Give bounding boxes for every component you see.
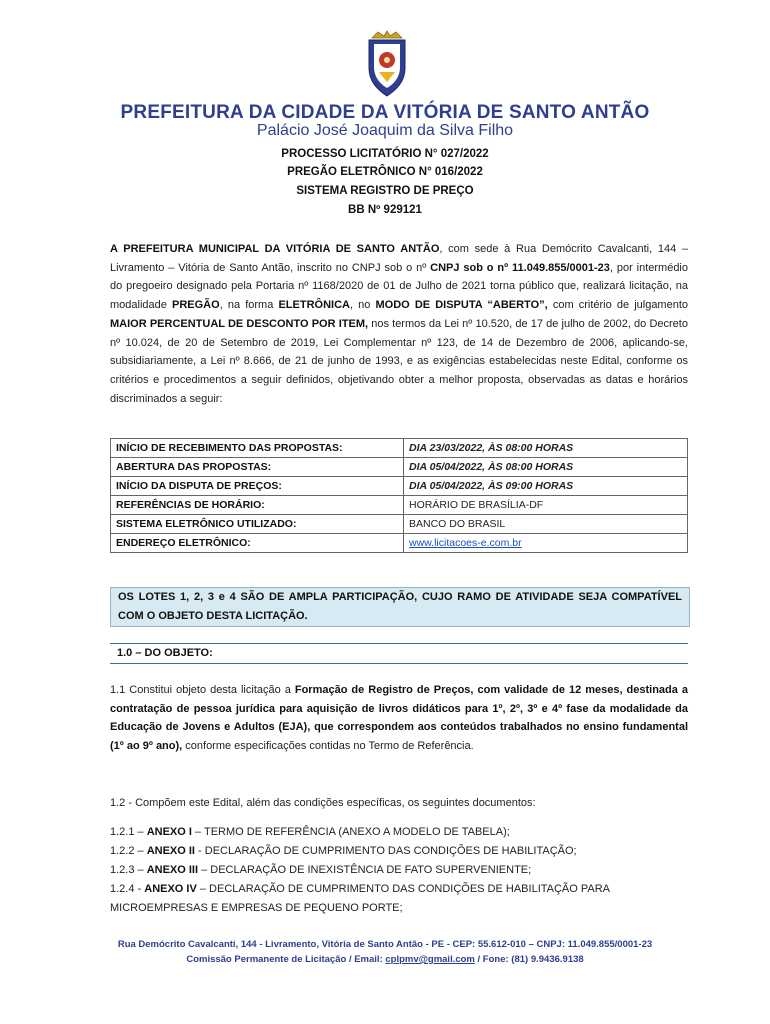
- schedule-table: [110, 438, 688, 553]
- object-description: Formação de Registro de Preços, com validade de 12 meses, destinada a contratação de pessoa jurídica para aquisição de livros didáticos para 1º, 2º, 3º e 4º fase da modalidade da Educação de Jovens e Adultos (EJA), que correspondem aos conteúdos trabalhados no ensino fundamental (1º ao 9º ano),: [110, 684, 688, 753]
- schedule-value: BANCO DO BRASIL: [404, 515, 688, 534]
- schedule-label: INÍCIO DE RECEBIMENTO DAS PROPOSTAS:: [111, 439, 404, 458]
- intro-entity: A PREFEITURA MUNICIPAL DA VITÓRIA DE SANTO ANTÃO: [110, 243, 440, 255]
- docs-intro: 1.2 - Compõem este Edital, além das condições específicas, os seguintes documentos:: [110, 797, 536, 809]
- object-text-1: 1.1 Constitui objeto desta licitação a: [110, 684, 295, 696]
- intro-paragraph: [110, 240, 688, 408]
- pregao-number: PREGÃO ELETRÔNICO N° 016/2022: [287, 166, 483, 178]
- intro-text-5: com critério de julgamento: [547, 299, 689, 312]
- institution-name: PREFEITURA DA CIDADE DA VITÓRIA DE SANTO ANTÃO: [120, 102, 650, 123]
- schedule-label: SISTEMA ELETRÔNICO UTILIZADO:: [111, 515, 404, 534]
- intro-criterion: MAIOR PERCENTUAL DE DESCONTO POR ITEM,: [110, 317, 369, 330]
- table-row: [111, 515, 688, 534]
- schedule-label: ENDEREÇO ELETRÔNICO:: [111, 534, 404, 553]
- table-row: [111, 534, 688, 553]
- annex-number: 1.2.2 –: [110, 845, 147, 857]
- annex-number: 1.2.3 –: [110, 864, 147, 876]
- schedule-value: DIA 05/04/2022, ÀS 08:00 HORAS: [404, 458, 688, 477]
- schedule-value: [404, 534, 688, 553]
- palace-name: Palácio José Joaquim da Silva Filho: [256, 122, 514, 139]
- licitacoes-link[interactable]: www.licitacoes-e.com.br: [409, 537, 522, 549]
- annex-item: [110, 823, 688, 841]
- annex-name: ANEXO IV: [144, 883, 197, 895]
- schedule-label: REFERÊNCIAS DE HORÁRIO:: [111, 496, 404, 515]
- object-paragraph: [110, 681, 688, 756]
- intro-cnpj: CNPJ sob o nº 11.049.855/0001-23: [430, 261, 610, 274]
- annex-name: ANEXO III: [146, 864, 199, 876]
- annex-item: [110, 861, 688, 879]
- intro-text-3: , na forma: [219, 299, 279, 312]
- schedule-value: HORÁRIO DE BRASÍLIA-DF: [404, 496, 688, 515]
- schedule-value: DIA 05/04/2022, ÀS 09:00 HORAS: [404, 477, 688, 496]
- footer-email-link[interactable]: cplpmv@gmail.com: [385, 954, 475, 965]
- intro-text-4: , no: [349, 299, 376, 312]
- annex-item-continuation: MICROEMPRESAS E EMPRESAS DE PEQUENO PORTE;: [110, 902, 403, 914]
- registry-system: SISTEMA REGISTRO DE PREÇO: [296, 185, 474, 197]
- intro-text-6: nos termos da Lei nº 10.520, de 17 de julho de 2002, do Decreto nº 10.024, de 20 de Setembro de 2019, Lei Complementar nº 123, de 14 de Dezembro de 2006, aplicando-se, subsidiariamente, a Lei nº 8.666, de 21 de junho de 1993, e as exigências estabelecidas neste Edital, conforme os critérios e procedimentos a seguir definidos, objetivando obter a melhor proposta, observadas as datas e horários discriminados a seguir:: [110, 317, 688, 405]
- annex-number: 1.2.1 –: [110, 826, 147, 838]
- table-row: [111, 477, 688, 496]
- annex-item: [110, 880, 688, 898]
- footer-contact: [0, 954, 770, 965]
- bb-number: BB Nº 929121: [348, 204, 422, 216]
- city-coat-of-arms-icon: [366, 30, 408, 100]
- footer-phone: / Fone: (81) 9.9436.9138: [474, 954, 584, 965]
- table-row: [111, 439, 688, 458]
- table-row: [111, 496, 688, 515]
- annex-desc: – DECLARAÇÃO DE CUMPRIMENTO DAS CONDIÇÕES DE HABILITAÇÃO PARA: [196, 883, 611, 895]
- intro-text-1: , com sede à Rua Demócrito Cavalcanti, 144 – Livramento – Vitória de Santo Antão, inscrito no CNPJ sob o nº: [110, 243, 689, 274]
- annex-name: ANEXO II: [146, 845, 195, 857]
- schedule-value: DIA 23/03/2022, ÀS 08:00 HORAS: [404, 439, 688, 458]
- object-text-2: conforme especificações contidas no Termo de Referência.: [182, 740, 474, 753]
- annex-desc: – TERMO DE REFERÊNCIA (ANEXO A MODELO DE TABELA);: [191, 826, 510, 838]
- section-title: [110, 643, 688, 664]
- intro-form: ELETRÔNICA: [278, 299, 350, 312]
- intro-modality: PREGÃO: [172, 299, 220, 312]
- footer-commission: Comissão Permanente de Licitação / Email:: [186, 954, 386, 965]
- annex-desc: – DECLARAÇÃO DE INEXISTÊNCIA DE FATO SUPERVENIENTE;: [198, 864, 532, 876]
- intro-dispute-mode: MODO DE DISPUTA “ABERTO”,: [375, 299, 548, 312]
- intro-text-2: , por intermédio do pregoeiro designado pela Portaria nº 1168/2020 de 01 de Julho de 2021 torna público que, realizará licitação, na modalidade: [110, 261, 688, 312]
- annex-item: [110, 842, 688, 860]
- footer-address: Rua Demócrito Cavalcanti, 144 - Livramento, Vitória de Santo Antão - PE - CEP: 55.612-010 – CNPJ: 11.049.855/0001-23: [117, 939, 653, 950]
- schedule-label: ABERTURA DAS PROPOSTAS:: [111, 458, 404, 477]
- annex-desc: - DECLARAÇÃO DE CUMPRIMENTO DAS CONDIÇÕES DE HABILITAÇÃO;: [195, 845, 577, 857]
- table-row: [111, 458, 688, 477]
- schedule-label: INÍCIO DA DISPUTA DE PREÇOS:: [111, 477, 404, 496]
- annex-name: ANEXO I: [146, 826, 192, 838]
- annex-number: 1.2.4 -: [110, 883, 145, 895]
- lotes-notice: OS LOTES 1, 2, 3 e 4 SÃO DE AMPLA PARTICIPAÇÃO, CUJO RAMO DE ATIVIDADE SEJA COMPATÍVEL COM O OBJETO DESTA LICITAÇÃO.: [110, 587, 690, 627]
- process-number: PROCESSO LICITATÓRIO N° 027/2022: [281, 148, 489, 160]
- section-title-text: 1.0 – DO OBJETO:: [117, 647, 213, 659]
